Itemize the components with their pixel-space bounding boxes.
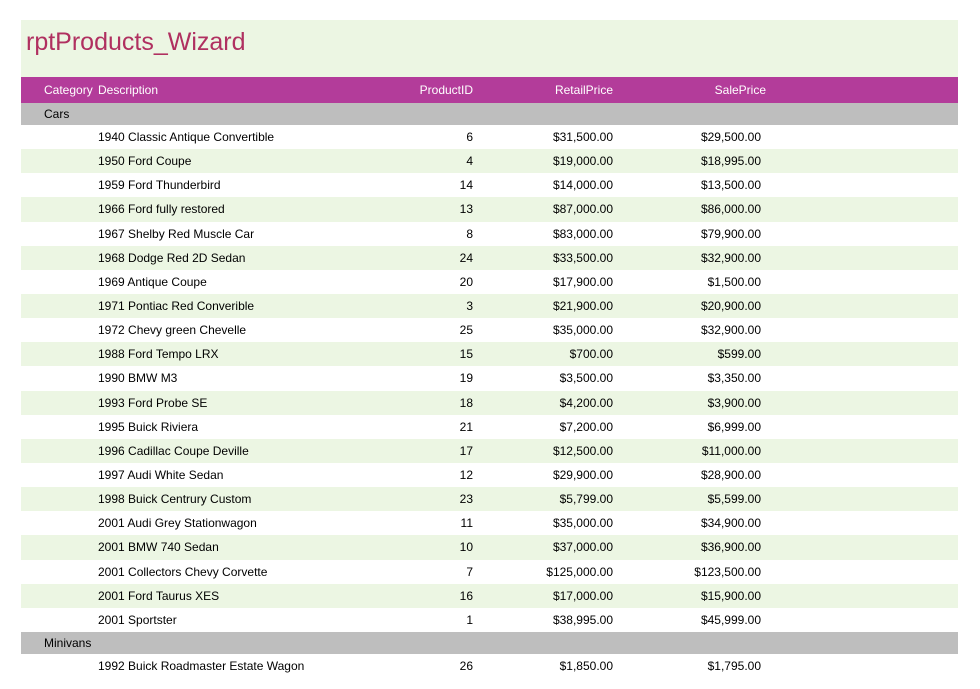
table-row [21,318,958,342]
product-id-cell: 18 [459,395,473,410]
table-row [21,197,958,221]
table-row [21,125,958,149]
sale-price-cell: $86,000.00 [700,202,761,217]
description-cell: 2001 Collectors Chevy Corvette [98,564,268,579]
retail-price-cell: $87,000.00 [552,202,613,217]
product-id-cell: 25 [459,323,473,338]
table-row [21,608,958,632]
retail-price-cell: $1,850.00 [559,659,613,674]
retail-price-cell: $5,799.00 [559,492,613,507]
group-name: Minivans [44,635,92,650]
description-cell: 1992 Buick Roadmaster Estate Wagon [98,659,305,674]
retail-price-cell: $37,000.00 [552,540,613,555]
product-id-cell: 1 [466,612,473,627]
table-row [21,584,958,608]
product-id-cell: 8 [466,226,473,241]
description-cell: 1972 Chevy green Chevelle [98,323,247,338]
sale-price-cell: $32,900.00 [700,323,761,338]
retail-price-cell: $35,000.00 [552,516,613,531]
table-row [21,342,958,366]
group-header-row [21,632,958,654]
column-header-product-id: ProductID [419,83,473,97]
retail-price-cell: $38,995.00 [552,612,613,627]
retail-price-cell: $4,200.00 [559,395,613,410]
group-header-row [21,103,958,125]
product-id-cell: 23 [459,492,473,507]
table-row [21,246,958,270]
table-row [21,366,958,390]
table-row [21,415,958,439]
retail-price-cell: $21,900.00 [552,299,613,314]
description-cell: 1997 Audi White Sedan [98,468,224,483]
table-row [21,487,958,511]
retail-price-cell: $35,000.00 [552,323,613,338]
sale-price-cell: $3,350.00 [707,371,761,386]
product-id-cell: 21 [459,419,473,434]
table-row [21,463,958,487]
table-row [21,654,958,678]
retail-price-cell: $14,000.00 [552,178,613,193]
description-cell: 1940 Classic Antique Convertible [98,130,275,145]
description-cell: 1968 Dodge Red 2D Sedan [98,250,246,265]
product-id-cell: 26 [459,659,473,674]
column-header-row [21,77,958,103]
retail-price-cell: $17,900.00 [552,274,613,289]
table-row [21,149,958,173]
sale-price-cell: $32,900.00 [700,250,761,265]
sale-price-cell: $123,500.00 [694,564,761,579]
sale-price-cell: $1,795.00 [707,659,761,674]
product-id-cell: 17 [459,443,473,458]
description-cell: 1950 Ford Coupe [98,154,192,169]
sale-price-cell: $1,500.00 [707,274,761,289]
product-id-cell: 16 [459,588,473,603]
description-cell: 1995 Buick Riviera [98,419,199,434]
retail-price-cell: $19,000.00 [552,154,613,169]
report-title: rptProducts_Wizard [26,28,246,56]
description-cell: 1996 Cadillac Coupe Deville [98,443,249,458]
description-cell: 1971 Pontiac Red Converible [98,299,255,314]
product-id-cell: 12 [459,468,473,483]
retail-price-cell: $33,500.00 [552,250,613,265]
table-row [21,222,958,246]
table-row [21,439,958,463]
table-row [21,511,958,535]
description-cell: 1959 Ford Thunderbird [98,178,221,193]
product-id-cell: 3 [466,299,473,314]
product-id-cell: 6 [466,130,473,145]
description-cell: 1990 BMW M3 [98,371,178,386]
product-id-cell: 15 [459,347,473,362]
product-id-cell: 10 [459,540,473,555]
table-row [21,173,958,197]
description-cell: 2001 BMW 740 Sedan [98,540,219,555]
product-id-cell: 19 [459,371,473,386]
sale-price-cell: $6,999.00 [707,419,761,434]
product-id-cell: 4 [466,154,473,169]
table-row [21,294,958,318]
retail-price-cell: $125,000.00 [546,564,613,579]
sale-price-cell: $34,900.00 [700,516,761,531]
report-body [21,103,958,678]
description-cell: 1969 Antique Coupe [98,274,207,289]
description-cell: 1967 Shelby Red Muscle Car [98,226,255,241]
sale-price-cell: $599.00 [717,347,761,362]
description-cell: 2001 Sportster [98,612,177,627]
retail-price-cell: $700.00 [569,347,613,362]
sale-price-cell: $18,995.00 [700,154,761,169]
sale-price-cell: $29,500.00 [700,130,761,145]
sale-price-cell: $5,599.00 [707,492,761,507]
description-cell: 1988 Ford Tempo LRX [98,347,219,362]
description-cell: 2001 Audi Grey Stationwagon [98,516,257,531]
description-cell: 2001 Ford Taurus XES [98,588,220,603]
retail-price-cell: $17,000.00 [552,588,613,603]
sale-price-cell: $79,900.00 [700,226,761,241]
product-id-cell: 13 [459,202,473,217]
sale-price-cell: $36,900.00 [700,540,761,555]
column-header-category: Category [44,83,93,97]
retail-price-cell: $7,200.00 [559,419,613,434]
retail-price-cell: $12,500.00 [552,443,613,458]
sale-price-cell: $45,999.00 [700,612,761,627]
sale-price-cell: $13,500.00 [700,178,761,193]
description-cell: 1998 Buick Centrury Custom [98,492,252,507]
report-header [21,20,958,77]
product-id-cell: 24 [459,250,473,265]
table-row [21,270,958,294]
sale-price-cell: $20,900.00 [700,299,761,314]
column-header-sale-price: SalePrice [714,83,766,97]
description-cell: 1993 Ford Probe SE [98,395,208,410]
retail-price-cell: $29,900.00 [552,468,613,483]
sale-price-cell: $3,900.00 [707,395,761,410]
column-header-retail-price: RetailPrice [554,83,613,97]
retail-price-cell: $83,000.00 [552,226,613,241]
retail-price-cell: $3,500.00 [559,371,613,386]
table-row [21,391,958,415]
product-id-cell: 20 [459,274,473,289]
sale-price-cell: $28,900.00 [700,468,761,483]
retail-price-cell: $31,500.00 [552,130,613,145]
column-header-description: Description [98,83,159,97]
product-id-cell: 7 [466,564,473,579]
product-id-cell: 14 [459,178,473,193]
table-row [21,560,958,584]
description-cell: 1966 Ford fully restored [98,202,225,217]
sale-price-cell: $11,000.00 [701,443,761,458]
report [21,20,958,678]
product-id-cell: 11 [460,516,473,531]
group-name: Cars [44,107,70,121]
table-row [21,535,958,559]
sale-price-cell: $15,900.00 [700,588,761,603]
